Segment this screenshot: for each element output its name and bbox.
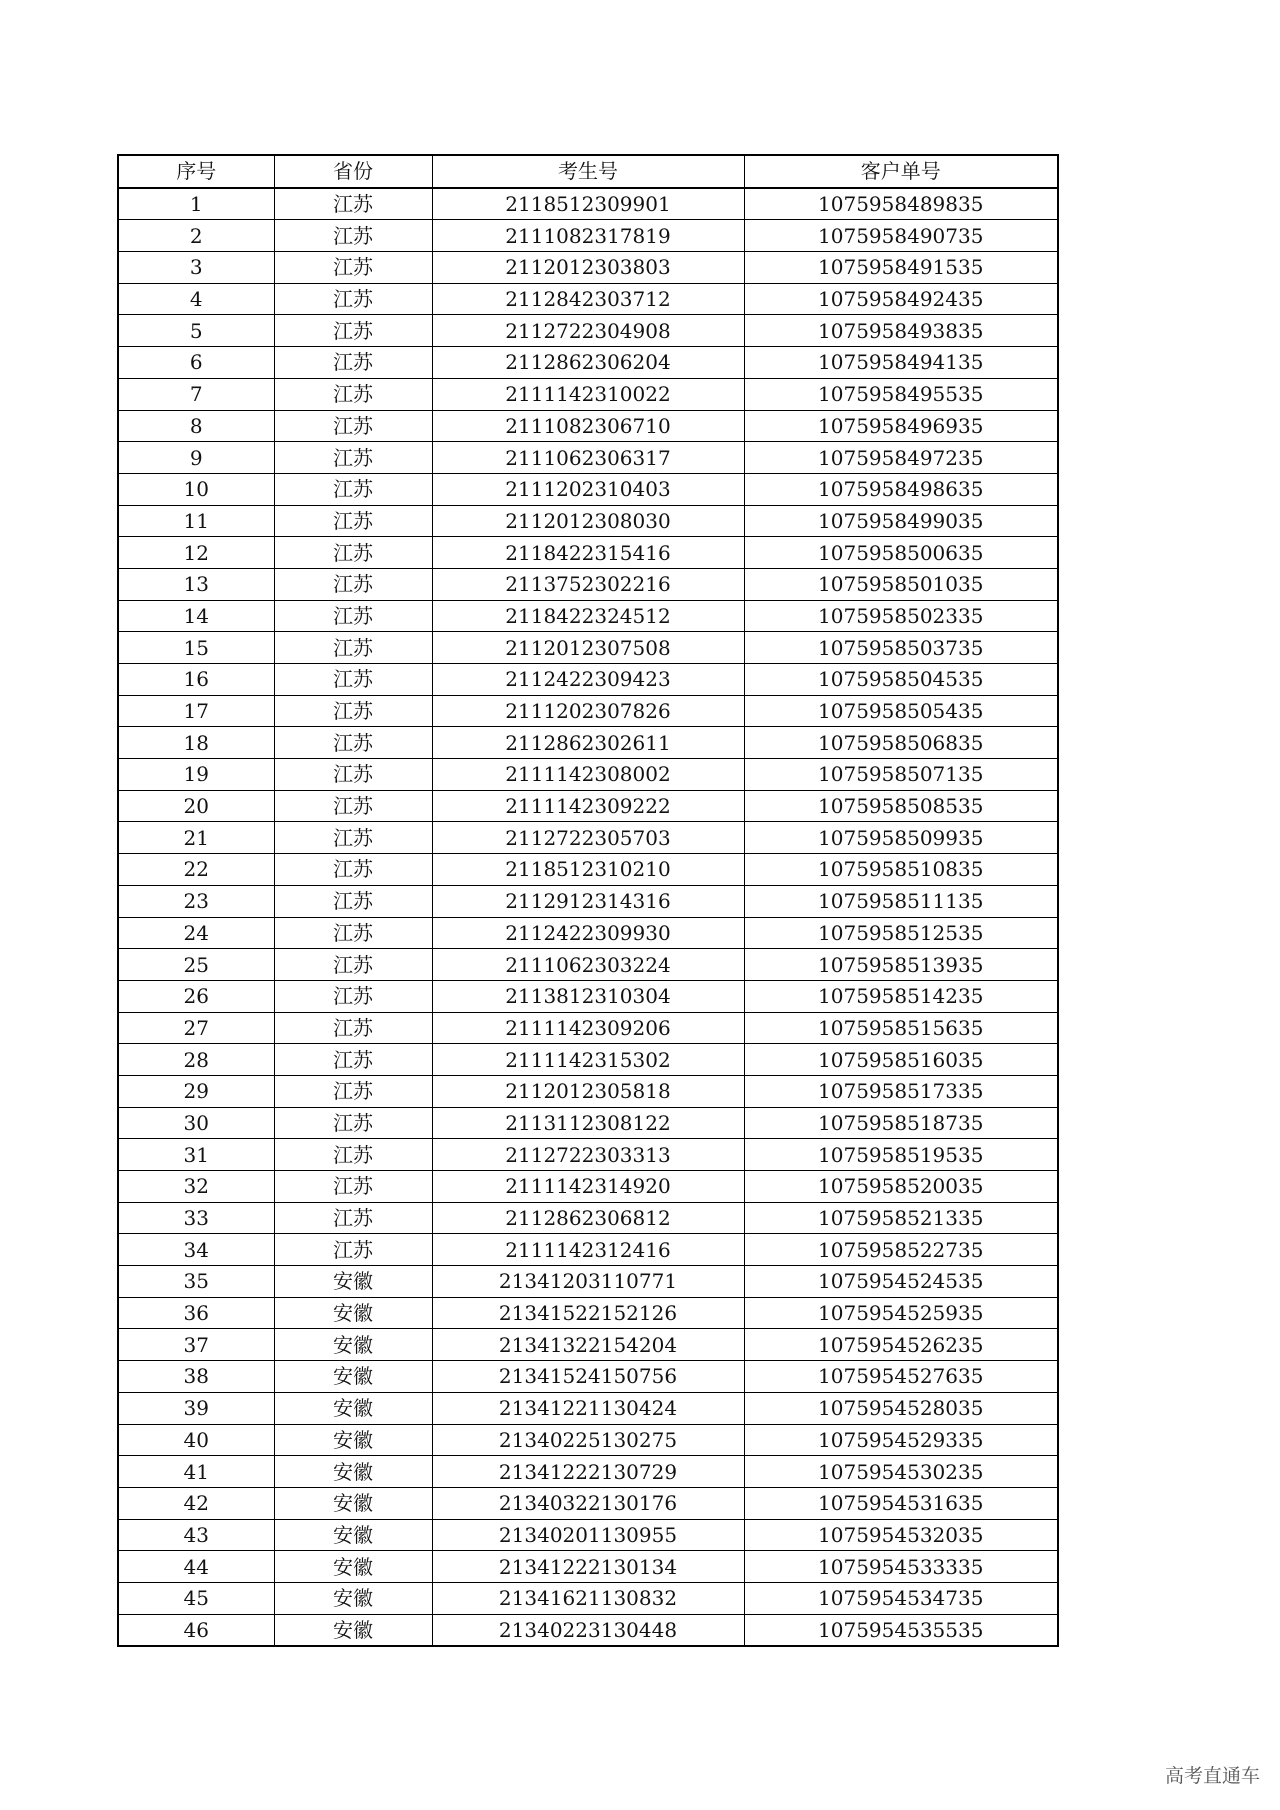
table-row <box>118 1361 1058 1393</box>
cell-seq: 40 <box>118 1424 274 1456</box>
cell-seq: 28 <box>118 1044 274 1076</box>
cell-seq: 29 <box>118 1075 274 1107</box>
cell-order-number: 1075958497235 <box>744 442 1058 474</box>
cell-province: 江苏 <box>274 949 432 981</box>
cell-order-number: 1075954529335 <box>744 1424 1058 1456</box>
cell-province: 江苏 <box>274 1044 432 1076</box>
cell-province: 江苏 <box>274 220 432 252</box>
table-row <box>118 759 1058 791</box>
cell-exam-number: 2111142309206 <box>432 1012 744 1044</box>
cell-seq: 3 <box>118 252 274 284</box>
table-row <box>118 1107 1058 1139</box>
table-row <box>118 1551 1058 1583</box>
cell-order-number: 1075954528035 <box>744 1392 1058 1424</box>
cell-exam-number: 2111082317819 <box>432 220 744 252</box>
header-exam-number: 考生号 <box>432 155 744 188</box>
cell-seq: 18 <box>118 727 274 759</box>
cell-exam-number: 21340201130955 <box>432 1519 744 1551</box>
cell-order-number: 1075958509935 <box>744 822 1058 854</box>
cell-exam-number: 2111142308002 <box>432 759 744 791</box>
cell-province: 江苏 <box>274 790 432 822</box>
cell-province: 安徽 <box>274 1519 432 1551</box>
cell-province: 江苏 <box>274 188 432 220</box>
table-row <box>118 949 1058 981</box>
cell-seq: 14 <box>118 600 274 632</box>
cell-province: 江苏 <box>274 885 432 917</box>
cell-province: 江苏 <box>274 283 432 315</box>
cell-province: 江苏 <box>274 664 432 696</box>
cell-order-number: 1075958495535 <box>744 378 1058 410</box>
cell-province: 安徽 <box>274 1329 432 1361</box>
cell-exam-number: 21341203110771 <box>432 1266 744 1298</box>
table-row <box>118 537 1058 569</box>
cell-order-number: 1075958510835 <box>744 854 1058 886</box>
header-seq: 序号 <box>118 155 274 188</box>
table-row <box>118 1202 1058 1234</box>
cell-exam-number: 2112842303712 <box>432 283 744 315</box>
header-order-number: 客户单号 <box>744 155 1058 188</box>
cell-seq: 6 <box>118 347 274 379</box>
cell-seq: 8 <box>118 410 274 442</box>
cell-order-number: 1075958491535 <box>744 252 1058 284</box>
cell-seq: 5 <box>118 315 274 347</box>
cell-province: 江苏 <box>274 410 432 442</box>
cell-order-number: 1075958513935 <box>744 949 1058 981</box>
cell-province: 安徽 <box>274 1424 432 1456</box>
cell-order-number: 1075958505435 <box>744 695 1058 727</box>
cell-order-number: 1075958490735 <box>744 220 1058 252</box>
cell-seq: 17 <box>118 695 274 727</box>
cell-seq: 38 <box>118 1361 274 1393</box>
cell-exam-number: 2112862306812 <box>432 1202 744 1234</box>
cell-seq: 24 <box>118 917 274 949</box>
cell-order-number: 1075958516035 <box>744 1044 1058 1076</box>
cell-exam-number: 21340223130448 <box>432 1614 744 1646</box>
cell-order-number: 1075958517335 <box>744 1075 1058 1107</box>
cell-seq: 4 <box>118 283 274 315</box>
cell-province: 江苏 <box>274 1107 432 1139</box>
cell-order-number: 1075954524535 <box>744 1266 1058 1298</box>
cell-seq: 44 <box>118 1551 274 1583</box>
cell-seq: 37 <box>118 1329 274 1361</box>
header-row <box>118 155 1058 188</box>
cell-order-number: 1075958498635 <box>744 473 1058 505</box>
cell-seq: 21 <box>118 822 274 854</box>
cell-province: 江苏 <box>274 378 432 410</box>
table-row <box>118 790 1058 822</box>
cell-order-number: 1075958520035 <box>744 1171 1058 1203</box>
cell-exam-number: 21341222130134 <box>432 1551 744 1583</box>
cell-exam-number: 2111142314920 <box>432 1171 744 1203</box>
table-row <box>118 473 1058 505</box>
cell-province: 江苏 <box>274 917 432 949</box>
cell-exam-number: 21341522152126 <box>432 1297 744 1329</box>
table-row <box>118 1075 1058 1107</box>
table-row <box>118 854 1058 886</box>
cell-order-number: 1075954535535 <box>744 1614 1058 1646</box>
cell-exam-number: 2112012305818 <box>432 1075 744 1107</box>
table-row <box>118 695 1058 727</box>
cell-order-number: 1075954532035 <box>744 1519 1058 1551</box>
cell-exam-number: 2112012303803 <box>432 252 744 284</box>
cell-seq: 34 <box>118 1234 274 1266</box>
cell-exam-number: 2112912314316 <box>432 885 744 917</box>
cell-seq: 23 <box>118 885 274 917</box>
cell-exam-number: 21341322154204 <box>432 1329 744 1361</box>
cell-order-number: 1075954533335 <box>744 1551 1058 1583</box>
cell-order-number: 1075958508535 <box>744 790 1058 822</box>
cell-province: 江苏 <box>274 695 432 727</box>
cell-province: 安徽 <box>274 1392 432 1424</box>
cell-order-number: 1075954530235 <box>744 1456 1058 1488</box>
table-row <box>118 1487 1058 1519</box>
table-row <box>118 252 1058 284</box>
cell-province: 江苏 <box>274 347 432 379</box>
cell-seq: 12 <box>118 537 274 569</box>
table-row <box>118 1519 1058 1551</box>
cell-exam-number: 2111142309222 <box>432 790 744 822</box>
cell-seq: 36 <box>118 1297 274 1329</box>
cell-province: 江苏 <box>274 1171 432 1203</box>
cell-exam-number: 2118422324512 <box>432 600 744 632</box>
cell-exam-number: 2112012308030 <box>432 505 744 537</box>
cell-seq: 15 <box>118 632 274 664</box>
cell-province: 江苏 <box>274 1202 432 1234</box>
cell-seq: 25 <box>118 949 274 981</box>
cell-province: 江苏 <box>274 1234 432 1266</box>
cell-province: 江苏 <box>274 473 432 505</box>
table-row <box>118 188 1058 220</box>
table-row <box>118 1044 1058 1076</box>
cell-seq: 41 <box>118 1456 274 1488</box>
admission-table <box>117 154 1059 1647</box>
table-row <box>118 1012 1058 1044</box>
cell-seq: 30 <box>118 1107 274 1139</box>
table-row <box>118 917 1058 949</box>
cell-order-number: 1075958493835 <box>744 315 1058 347</box>
cell-order-number: 1075958492435 <box>744 283 1058 315</box>
table-row <box>118 1297 1058 1329</box>
cell-province: 安徽 <box>274 1361 432 1393</box>
cell-province: 江苏 <box>274 980 432 1012</box>
table-row <box>118 1424 1058 1456</box>
cell-order-number: 1075958514235 <box>744 980 1058 1012</box>
cell-province: 安徽 <box>274 1297 432 1329</box>
cell-exam-number: 2112722305703 <box>432 822 744 854</box>
table-row <box>118 410 1058 442</box>
cell-seq: 45 <box>118 1582 274 1614</box>
cell-exam-number: 2111142310022 <box>432 378 744 410</box>
cell-exam-number: 21341524150756 <box>432 1361 744 1393</box>
cell-province: 安徽 <box>274 1456 432 1488</box>
table-row <box>118 1614 1058 1646</box>
cell-seq: 33 <box>118 1202 274 1234</box>
cell-seq: 35 <box>118 1266 274 1298</box>
cell-province: 江苏 <box>274 727 432 759</box>
table-row <box>118 505 1058 537</box>
cell-order-number: 1075954534735 <box>744 1582 1058 1614</box>
cell-province: 江苏 <box>274 537 432 569</box>
cell-exam-number: 2112862306204 <box>432 347 744 379</box>
cell-exam-number: 2118512310210 <box>432 854 744 886</box>
table-row <box>118 600 1058 632</box>
cell-exam-number: 2113812310304 <box>432 980 744 1012</box>
cell-province: 江苏 <box>274 632 432 664</box>
cell-order-number: 1075958515635 <box>744 1012 1058 1044</box>
watermark-text: 高考直通车 <box>1164 1765 1260 1787</box>
cell-seq: 10 <box>118 473 274 505</box>
cell-order-number: 1075958501035 <box>744 568 1058 600</box>
cell-province: 安徽 <box>274 1266 432 1298</box>
cell-province: 江苏 <box>274 759 432 791</box>
table-row <box>118 1329 1058 1361</box>
cell-exam-number: 2111062306317 <box>432 442 744 474</box>
table-row <box>118 885 1058 917</box>
cell-province: 江苏 <box>274 1012 432 1044</box>
cell-province: 江苏 <box>274 505 432 537</box>
cell-exam-number: 2112722303313 <box>432 1139 744 1171</box>
cell-order-number: 1075958489835 <box>744 188 1058 220</box>
table-row <box>118 632 1058 664</box>
cell-exam-number: 2112422309930 <box>432 917 744 949</box>
cell-order-number: 1075954526235 <box>744 1329 1058 1361</box>
cell-exam-number: 2111202307826 <box>432 695 744 727</box>
cell-order-number: 1075958512535 <box>744 917 1058 949</box>
cell-province: 江苏 <box>274 568 432 600</box>
cell-seq: 11 <box>118 505 274 537</box>
cell-order-number: 1075958506835 <box>744 727 1058 759</box>
cell-exam-number: 2111142315302 <box>432 1044 744 1076</box>
cell-province: 江苏 <box>274 315 432 347</box>
cell-seq: 32 <box>118 1171 274 1203</box>
cell-province: 安徽 <box>274 1582 432 1614</box>
cell-seq: 46 <box>118 1614 274 1646</box>
table-row <box>118 1171 1058 1203</box>
cell-order-number: 1075958503735 <box>744 632 1058 664</box>
table-row <box>118 315 1058 347</box>
cell-exam-number: 2118512309901 <box>432 188 744 220</box>
table-row <box>118 220 1058 252</box>
cell-province: 安徽 <box>274 1487 432 1519</box>
header-province: 省份 <box>274 155 432 188</box>
cell-order-number: 1075954531635 <box>744 1487 1058 1519</box>
cell-seq: 2 <box>118 220 274 252</box>
cell-seq: 27 <box>118 1012 274 1044</box>
cell-order-number: 1075958500635 <box>744 537 1058 569</box>
table-row <box>118 378 1058 410</box>
table-row <box>118 442 1058 474</box>
cell-order-number: 1075958519535 <box>744 1139 1058 1171</box>
cell-seq: 16 <box>118 664 274 696</box>
cell-exam-number: 2112722304908 <box>432 315 744 347</box>
cell-order-number: 1075954525935 <box>744 1297 1058 1329</box>
table-row <box>118 727 1058 759</box>
cell-exam-number: 21340322130176 <box>432 1487 744 1519</box>
table-row <box>118 1392 1058 1424</box>
cell-exam-number: 2111202310403 <box>432 473 744 505</box>
cell-exam-number: 2111082306710 <box>432 410 744 442</box>
table-row <box>118 347 1058 379</box>
cell-order-number: 1075958521335 <box>744 1202 1058 1234</box>
cell-province: 江苏 <box>274 1075 432 1107</box>
cell-seq: 19 <box>118 759 274 791</box>
cell-order-number: 1075954527635 <box>744 1361 1058 1393</box>
cell-order-number: 1075958522735 <box>744 1234 1058 1266</box>
table-row <box>118 664 1058 696</box>
table-row <box>118 1456 1058 1488</box>
table-row <box>118 1266 1058 1298</box>
cell-province: 江苏 <box>274 854 432 886</box>
cell-province: 安徽 <box>274 1614 432 1646</box>
cell-order-number: 1075958507135 <box>744 759 1058 791</box>
cell-exam-number: 2113112308122 <box>432 1107 744 1139</box>
table-row <box>118 1582 1058 1614</box>
cell-exam-number: 2113752302216 <box>432 568 744 600</box>
cell-exam-number: 2118422315416 <box>432 537 744 569</box>
table-row <box>118 1139 1058 1171</box>
table-row <box>118 568 1058 600</box>
cell-seq: 13 <box>118 568 274 600</box>
cell-seq: 22 <box>118 854 274 886</box>
cell-order-number: 1075958502335 <box>744 600 1058 632</box>
table-row <box>118 1234 1058 1266</box>
cell-exam-number: 2112012307508 <box>432 632 744 664</box>
cell-province: 安徽 <box>274 1551 432 1583</box>
cell-exam-number: 21341222130729 <box>432 1456 744 1488</box>
cell-province: 江苏 <box>274 442 432 474</box>
cell-province: 江苏 <box>274 600 432 632</box>
table-row <box>118 283 1058 315</box>
cell-exam-number: 2112862302611 <box>432 727 744 759</box>
cell-seq: 1 <box>118 188 274 220</box>
cell-seq: 20 <box>118 790 274 822</box>
cell-exam-number: 2111142312416 <box>432 1234 744 1266</box>
cell-seq: 26 <box>118 980 274 1012</box>
cell-order-number: 1075958494135 <box>744 347 1058 379</box>
cell-province: 江苏 <box>274 1139 432 1171</box>
cell-province: 江苏 <box>274 252 432 284</box>
table-row <box>118 980 1058 1012</box>
cell-exam-number: 2111062303224 <box>432 949 744 981</box>
cell-order-number: 1075958496935 <box>744 410 1058 442</box>
cell-order-number: 1075958518735 <box>744 1107 1058 1139</box>
cell-exam-number: 21341621130832 <box>432 1582 744 1614</box>
cell-order-number: 1075958504535 <box>744 664 1058 696</box>
cell-order-number: 1075958511135 <box>744 885 1058 917</box>
cell-seq: 42 <box>118 1487 274 1519</box>
cell-seq: 31 <box>118 1139 274 1171</box>
cell-exam-number: 2112422309423 <box>432 664 744 696</box>
cell-exam-number: 21341221130424 <box>432 1392 744 1424</box>
table-row <box>118 822 1058 854</box>
cell-seq: 7 <box>118 378 274 410</box>
cell-seq: 43 <box>118 1519 274 1551</box>
cell-seq: 9 <box>118 442 274 474</box>
cell-province: 江苏 <box>274 822 432 854</box>
cell-exam-number: 21340225130275 <box>432 1424 744 1456</box>
cell-seq: 39 <box>118 1392 274 1424</box>
cell-order-number: 1075958499035 <box>744 505 1058 537</box>
